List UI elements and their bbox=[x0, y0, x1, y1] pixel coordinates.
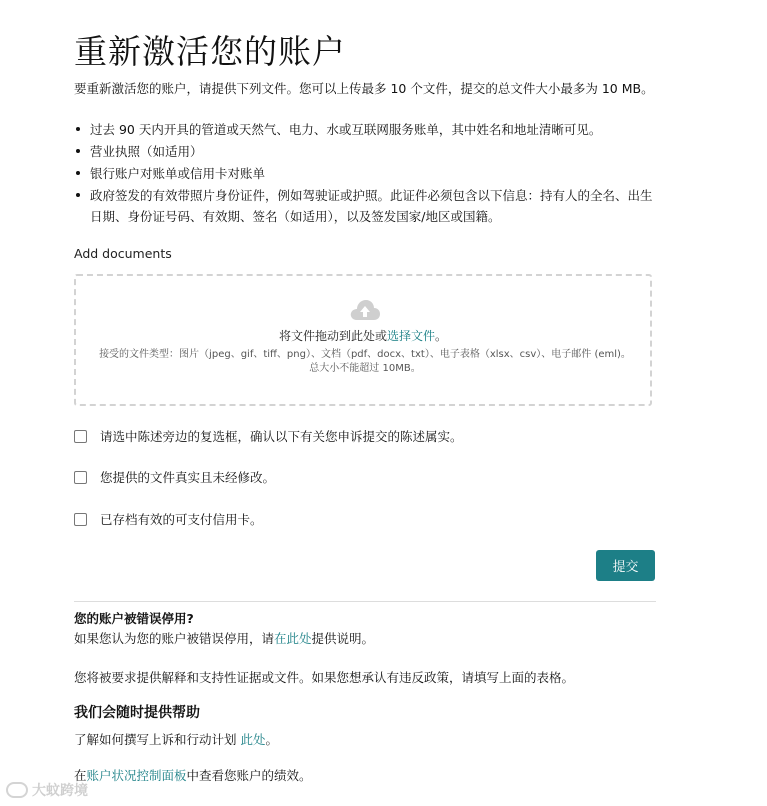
submit-button[interactable]: 提交 bbox=[596, 550, 655, 581]
watermark-logo-icon bbox=[6, 782, 28, 798]
checkbox-row-credit-card[interactable] bbox=[74, 510, 263, 528]
text-segment: 。 bbox=[265, 732, 279, 747]
help-section-line1 bbox=[74, 730, 278, 748]
checkbox-row-confirm[interactable] bbox=[74, 427, 463, 445]
list-item: 营业执照（如适用） bbox=[74, 141, 656, 162]
error-section-line2: 您将被要求提供解释和支持性证据或文件。如果您想承认有违反政策，请填写上面的表格。 bbox=[74, 670, 575, 685]
text-segment: 提供说明。 bbox=[311, 631, 375, 646]
list-item: 过去 90 天内开具的管道或天然气、电力、水或互联网服务账单，其中姓名和地址清晰可见。 bbox=[74, 119, 656, 140]
requirements-list bbox=[74, 119, 656, 228]
help-section-title: 我们会随时提供帮助 bbox=[74, 705, 200, 721]
cloud-upload-icon bbox=[349, 298, 381, 322]
authentic-checkbox[interactable] bbox=[74, 471, 87, 484]
accepted-file-types: 接受的文件类型：图片（jpeg、gif、tiff、png）、文档（pdf、docx、txt）、电子表格（xlsx、csv）、电子邮件 (eml)。 总大小不能超过 10MB。 bbox=[99, 349, 631, 374]
checkbox-row-authentic[interactable] bbox=[74, 468, 275, 486]
choose-file-link[interactable]: 选择文件 bbox=[386, 329, 435, 343]
error-section-line1 bbox=[74, 629, 374, 647]
account-health-dashboard-link[interactable]: 账户状况控制面板 bbox=[86, 768, 187, 783]
drop-suffix: 。 bbox=[435, 329, 448, 343]
list-item: 政府签发的有效带照片身份证件，例如驾驶证或护照。此证件必须包含以下信息：持有人的全名、出生日期、身份证号码、有效期、签名（如适用），以及签发国家/地区或国籍。 bbox=[74, 185, 656, 227]
checkbox-label: 您提供的文件真实且未经修改。 bbox=[100, 470, 276, 485]
text-segment: 中查看您账户的绩效。 bbox=[186, 768, 312, 783]
checkbox-label: 已存档有效的可支付信用卡。 bbox=[100, 512, 263, 527]
text-segment: 在 bbox=[74, 768, 87, 783]
text-segment: 了解如何撰写上诉和行动计划 bbox=[74, 732, 241, 747]
divider bbox=[74, 601, 656, 602]
confirm-checkbox[interactable] bbox=[74, 430, 87, 443]
help-here-link[interactable]: 此处 bbox=[240, 732, 266, 747]
watermark bbox=[6, 780, 88, 800]
help-section-line2 bbox=[74, 766, 312, 784]
page-title: 重新激活您的账户 bbox=[74, 32, 346, 71]
credit-card-checkbox[interactable] bbox=[74, 513, 87, 526]
checkbox-label: 请选中陈述旁边的复选框，确认以下有关您申诉提交的陈述属实。 bbox=[100, 429, 463, 444]
here-link[interactable]: 在此处 bbox=[274, 631, 312, 646]
text-segment: 如果您认为您的账户被错误停用，请 bbox=[74, 631, 275, 646]
watermark-text: 大蚊跨境 bbox=[32, 783, 88, 799]
drop-prefix: 将文件拖动到此处或 bbox=[278, 329, 387, 343]
drop-instruction bbox=[76, 327, 650, 344]
error-section-title: 您的账户被错误停用? bbox=[74, 611, 194, 626]
list-item: 银行账户对账单或信用卡对账单 bbox=[74, 163, 656, 184]
intro-text: 要重新激活您的账户，请提供下列文件。您可以上传最多 10 个文件，提交的总文件大小最多为 10 MB。 bbox=[74, 81, 654, 96]
add-documents-label: Add documents bbox=[74, 246, 172, 261]
file-dropzone[interactable] bbox=[74, 274, 652, 406]
